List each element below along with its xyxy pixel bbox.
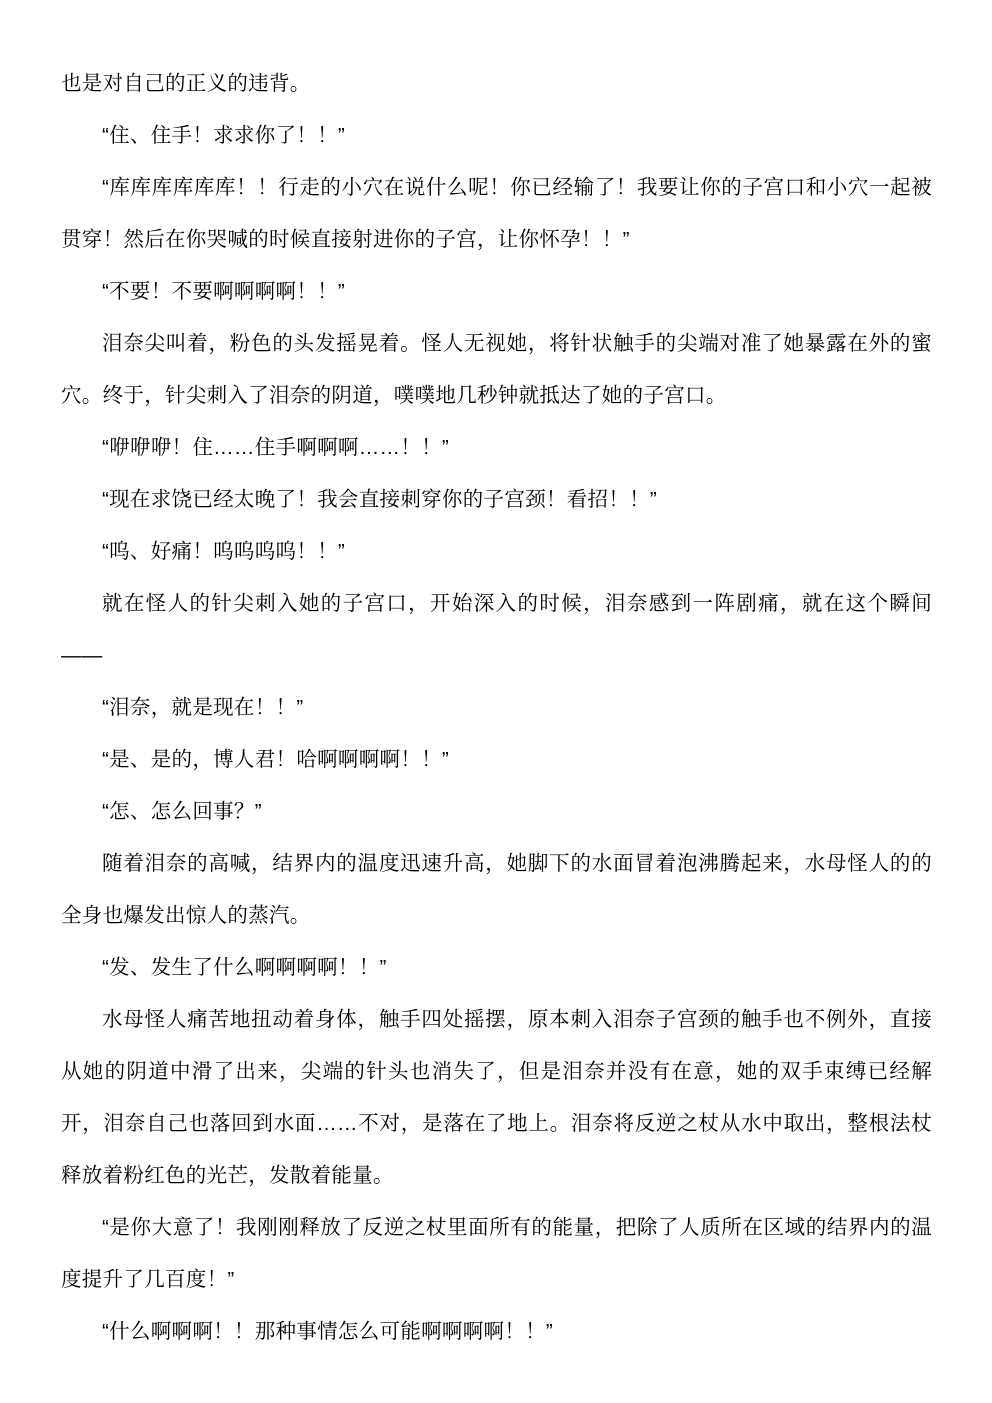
- paragraph-narration: 泪奈尖叫着，粉色的头发摇晃着。怪人无视她，将针状触手的尖端对准了她暴露在外的蜜穴。终于，针尖刺入了泪奈的阴道，噗噗地几秒钟就抵达了她的子宫口。: [61, 332, 932, 407]
- paragraph-narration: 随着泪奈的高喊，结界内的温度迅速升高，她脚下的水面冒着泡沸腾起来，水母怪人的的全身也爆发出惊人的蒸汽。: [61, 852, 932, 927]
- paragraph-dialogue: “不要！不要啊啊啊啊！！”: [102, 280, 346, 303]
- paragraph-dialogue: “住、住手！求求你了！！”: [102, 124, 346, 147]
- paragraph-dialogue: “怎、怎么回事？”: [102, 800, 262, 823]
- paragraph-dialogue: “现在求饶已经太晚了！我会直接刺穿你的子宫颈！看招！！”: [102, 488, 658, 511]
- paragraph-narration: 水母怪人痛苦地扭动着身体，触手四处摇摆，原本刺入泪奈子宫颈的触手也不例外，直接从她的阴道中滑了出来，尖端的针头也消失了，但是泪奈并没有在意，她的双手束缚已经解开，泪奈自己也落回到水面……不对，是落在了地上。泪奈将反逆之杖从水中取出，整根法杖释放着粉红色的光芒，发散着能量。: [61, 1008, 932, 1187]
- paragraph-dialogue: “是、是的，博人君！哈啊啊啊啊！！”: [102, 748, 450, 771]
- paragraph-dialogue: “泪奈，就是现在！！”: [102, 696, 304, 719]
- paragraph-dialogue: “库库库库库库！！行走的小穴在说什么呢！你已经输了！我要让你的子宫口和小穴一起被贯穿！然后在你哭喊的时候直接射进你的子宫，让你怀孕！！”: [61, 176, 932, 251]
- paragraph-dialogue: “呜、好痛！呜呜呜呜！！”: [102, 540, 346, 563]
- paragraph-dialogue: “咿咿咿！住……住手啊啊啊……！！”: [102, 436, 450, 459]
- paragraph-dialogue: “发、发生了什么啊啊啊啊！！”: [102, 956, 387, 979]
- paragraph-dialogue: “是你大意了！我刚刚释放了反逆之杖里面所有的能量，把除了人质所在区域的结界内的温度提升了几百度！”: [61, 1216, 932, 1291]
- paragraph-dialogue: “什么啊啊啊！！那种事情怎么可能啊啊啊啊！！”: [102, 1320, 554, 1343]
- paragraph-continuation: 也是对自己的正义的违背。: [61, 72, 311, 95]
- paragraph-narration: 就在怪人的针尖刺入她的子宫口，开始深入的时候，泪奈感到一阵剧痛，就在这个瞬间——: [61, 592, 932, 667]
